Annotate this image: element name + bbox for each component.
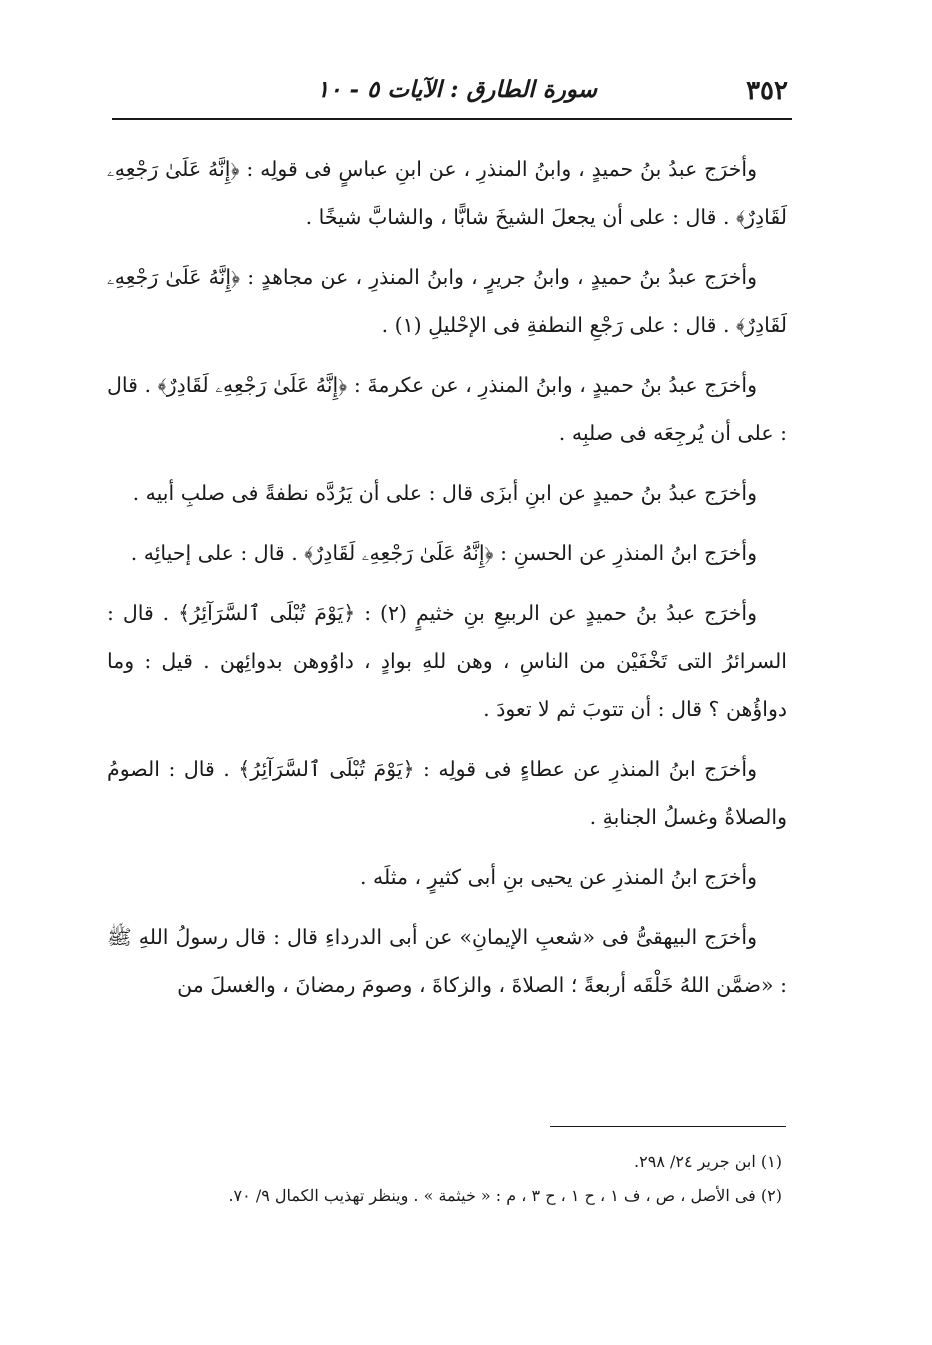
footnote-1: (١) ابن جرير ٢٤/ ٢٩٨. — [634, 1152, 782, 1171]
paragraph-1: وأخرَج عبدُ بنُ حميدٍ ، وابنُ المنذرِ ، عن ابنِ عباسٍ فى قولِه : ﴿إِنَّهُ عَلَىٰ رَجْعِهِۦ لَقَادِرٌ﴾ . قال : على أن يجعلَ الشيخَ شابًّا ، والشابَّ شيخًا . — [107, 157, 787, 229]
paragraph-6: وأخرَج عبدُ بنُ حميدٍ عن الربيعِ بنِ خثيمٍ (٢) : ﴿يَوْمَ تُبْلَى ٱلسَّرَآئِرُ﴾ . قال : السرائرُ التى تَخْفَيْن من الناسِ ، وهن للهِ بوادٍ ، داوُوهن بدوائِهن . قيل : وما دواؤُهن ؟ قال : أن تتوبَ ثم لا تعودَ . — [107, 601, 787, 721]
paragraph-8: وأخرَج ابنُ المنذرِ عن يحيى بنِ أبى كثيرٍ ، مثلَه . — [360, 865, 757, 889]
main-text — [107, 145, 787, 1021]
page-header — [112, 72, 792, 120]
paragraph-5: وأخرَج ابنُ المنذرِ عن الحسنِ : ﴿إِنَّهُ عَلَىٰ رَجْعِهِۦ لَقَادِرٌ﴾ . قال : على إحيائِه . — [130, 541, 757, 565]
page-number: ٣٥٢ — [746, 76, 788, 106]
paragraph-4: وأخرَج عبدُ بنُ حميدٍ عن ابنِ أبزَى قال : على أن يَرُدَّه نطفةً فى صلبِ أبيه . — [132, 481, 757, 505]
footnote-2: (٢) فى الأصل ، ص ، ف ١ ، ح ١ ، ح ٣ ، م : « خيثمة » . وينظر تهذيب الكمال ٩/ ٧٠. — [228, 1186, 782, 1205]
running-title: سورة الطارق : الآيات ٥ - ١٠ — [316, 76, 597, 103]
paragraph-2: وأخرَج عبدُ بنُ حميدٍ ، وابنُ جريرٍ ، وابنُ المنذرِ ، عن مجاهدٍ : ﴿إِنَّهُ عَلَىٰ رَجْعِهِۦ لَقَادِرٌ﴾ . قال : على رَجْعِ النطفةِ فى الإحْليلِ (١) . — [107, 265, 787, 337]
paragraph-9: وأخرَج البيهقىُّ فى «شعبِ الإيمانِ» عن أبى الدرداءِ قال : قال رسولُ اللهِ ﷺ : «ضمَّن اللهُ خَلْقَه أربعةً ؛ الصلاةَ ، والزكاةَ ، وصومَ رمضانَ ، والغسلَ من — [107, 925, 787, 997]
paragraph-7: وأخرَج ابنُ المنذرِ عن عطاءٍ فى قولِه : ﴿يَوْمَ تُبْلَى ٱلسَّرَآئِرُ﴾ . قال : الصومُ والصلاةُ وغسلُ الجنابةِ . — [107, 757, 787, 829]
paragraph-3: وأخرَج عبدُ بنُ حميدٍ ، وابنُ المنذرِ ، عن عكرمةَ : ﴿إِنَّهُ عَلَىٰ رَجْعِهِۦ لَقَادِرٌ﴾ . قال : على أن يُرجِعَه فى صلبِه . — [107, 373, 787, 445]
footnote-divider — [550, 1126, 786, 1127]
footnotes — [102, 1145, 782, 1213]
